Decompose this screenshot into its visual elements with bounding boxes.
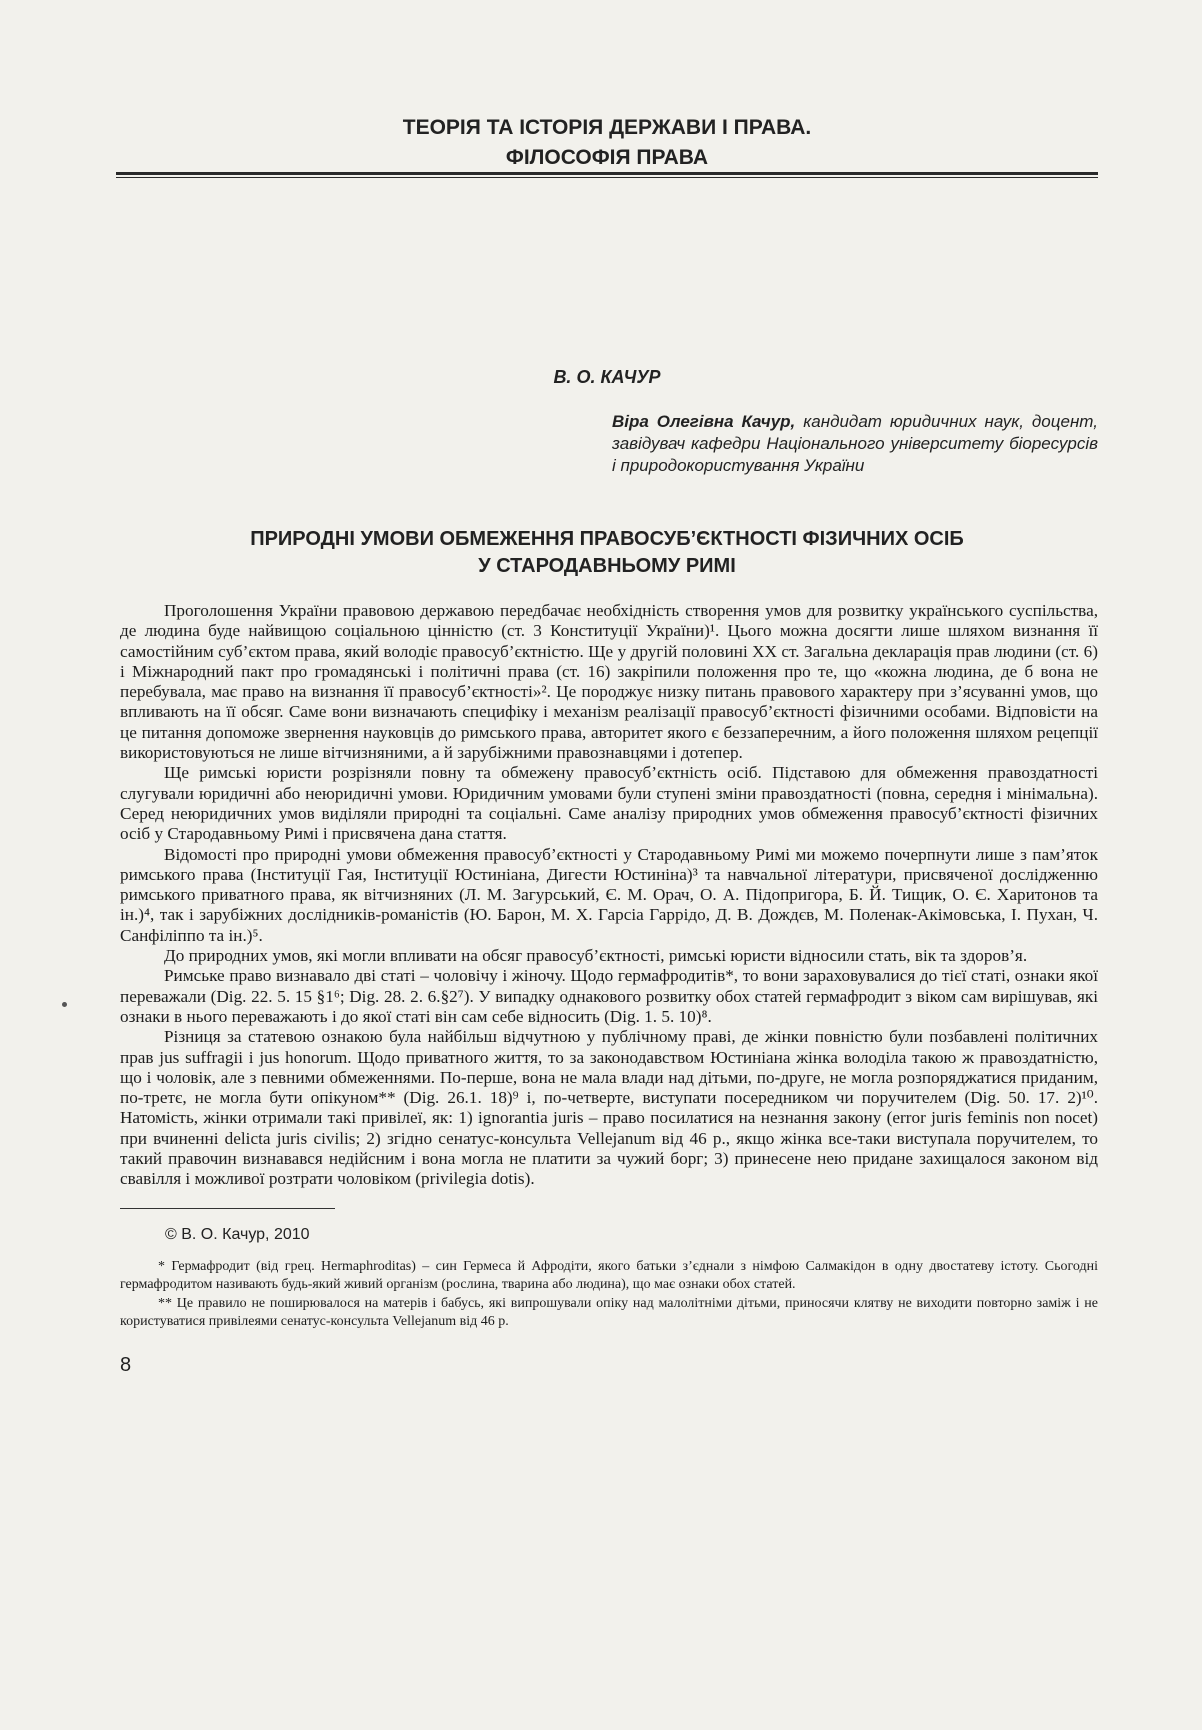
section-header-line1: ТЕОРІЯ ТА ІСТОРІЯ ДЕРЖАВИ І ПРАВА. — [402, 116, 812, 139]
body-paragraph: Відомості про природні умови обмеження правосуб’єктності у Стародавньому Римі ми можемо почерпнути лише з пам’яток римського права (Інституції Гая, Інституції Юстиніана, Дигести Юстиніна)³ та навчальної літератури, присвяченої дослідженню римського приватного права, як вітчизняних (Л. М. Загурський, Є. М. Орач, О. А. Підопригора, Б. Й. Тищик, О. Є. Харитонов та ін.)⁴, так і зарубіжних дослідників-романістів (Ю. Барон, М. Х. Гарсіа Гаррідо, Д. В. Дождєв, М. Поленак-Акімовська, І. Пухан, Ч. Санфіліппо та ін.)⁵. — [120, 844, 1098, 945]
section-header-line2: ФІЛОСОФІЯ ПРАВА — [505, 146, 709, 169]
body-paragraph: Проголошення України правовою державою передбачає необхідність створення умов для розвитку українського суспільства, де людина буде найвищою соціальною цінністю (ст. 3 Конституції України)¹. Цього можна досягти лише шляхом визнання її самостійним суб’єктом права, який володіє правосуб’єктністю. Ще у другій половині XX ст. Загальна декларація прав людини (ст. 6) і Міжнародний пакт про громадянські і політичні права (ст. 16) закріпили положення про те, що «кожна людина, де б вона не перебувала, має право на визнання її правосуб’єктності»². Це породжує низку питань правового характеру при з’ясуванні умов, що впливають на її обсяг. Саме вони визначають специфіку і механізм реалізації правосуб’єктності фізичними особами. Відповісти на це питання допоможе звернення науковців до римського права, авторитет якого є беззаперечним, а його положення шляхом рецепції використовуються не лише вітчизняними, а й зарубіжними правознавцями і дотепер. — [120, 601, 1098, 763]
header-rule-thick — [116, 172, 1098, 175]
author-short-name: В. О. КАЧУР — [553, 367, 661, 387]
scan-speck — [62, 1002, 67, 1007]
body-paragraph: Різниця за статевою ознакою була найбільш відчутною у публічному праві, де жінки повністю були позбавлені політичних прав jus suffragii і jus honorum. Щодо приватного життя, то за законодавством Юстиніана жінка володіла такою ж правоздатністю, що і чоловік, але з певними обмеженнями. По-перше, вона не мала влади над дітьми, по-друге, не могла розпоряджатися приданим, по-третє, не могла бути опікуном** (Dig. 26.1. 18)⁹ і, по-четверте, виступати посередником чи поручителем (Dig. 50. 17. 2)¹⁰. Натомість, жінки отримали такі привілеї, як: 1) ignorantia juris – право посилатися на незнання закону (error juris feminis non nocet) при вчиненні delicta juris civilis; 2) згідно сенатус-консульта Vellejanum від 46 р., якщо жінка все-таки виступала поручителем, то такий правочин визнавався недійсним і вона могла не платити за чужий борг; 3) принесене нею придане захищалося законом від свавілля і можливої розтрати чоловіком (privilegia dotis). — [120, 1027, 1098, 1189]
author-description: кандидат юридичних наук, доцент, завідувач кафедри Національного університету біоресурсів і природокористування України — [612, 412, 1098, 475]
article-title-line1: ПРИРОДНІ УМОВИ ОБМЕЖЕННЯ ПРАВОСУБ’ЄКТНОСТІ ФІЗИЧНИХ ОСІБ — [250, 528, 964, 550]
footnote: ** Це правило не поширювалося на матерів і бабусь, які випрошували опіку над малолітніми дітьми, приносячи клятву не виходити повторно заміж і не користуватися привілеями сенатус-консульта Vellejanum від 46 р. — [120, 1296, 1098, 1329]
article-title-line2: У СТАРОДАВНЬОМУ РИМІ — [478, 555, 736, 577]
author-affiliation — [612, 411, 1098, 477]
body-paragraph: Римське право визнавало дві статі – чоловічу і жіночу. Щодо гермафродитів*, то вони зараховувалися до тієї статі, ознаки якої переважали (Dig. 22. 5. 15 §1⁶; Dig. 28. 2. 6.§2⁷). У випадку однакового розвитку обох статей гермафродит з віком сам вирішував, які ознаки в нього переважають і до якої статі він сам себе відносить (Dig. 1. 5. 10)⁸. — [120, 966, 1098, 1026]
body-paragraph: До природних умов, які могли впливати на обсяг правосуб’єктності, римські юристи відносили стать, вік та здоров’я. — [164, 946, 1028, 966]
footnotes — [120, 1258, 1098, 1332]
body-paragraph: Ще римські юристи розрізняли повну та обмежену правосуб’єктність осіб. Підставою для обмеження правоздатності слугували юридичні або неюридичні умови. Юридичним умовами були ступені зміни правоздатності (повна, середня і мінімальна). Серед неюридичних умов виділяли природні та соціальні. Саме аналізу природних умов обмеження правосуб’єктності фізичних осіб у Стародавньому Римі і присвячена дана стаття. — [120, 763, 1098, 844]
article-title — [116, 526, 1098, 580]
section-header — [116, 113, 1098, 173]
copyright-notice: © В. О. Качур, 2010 — [165, 1226, 310, 1243]
article-body — [120, 601, 1098, 1190]
author-full-name: Віра Олегівна Качур, — [612, 412, 796, 431]
footnote-separator — [120, 1208, 335, 1209]
header-rule-thin — [116, 177, 1098, 178]
page-number: 8 — [120, 1354, 132, 1376]
footnote: * Гермафродит (від грец. Hermaphroditas) – син Гермеса й Афродіти, якого батьки з’єднали з німфою Салмакідон в одну двостатеву істоту. Сьогодні гермафродитом називають будь-який живий організм (рослина, тварина або людина), що має ознаки обох статей. — [120, 1259, 1098, 1292]
